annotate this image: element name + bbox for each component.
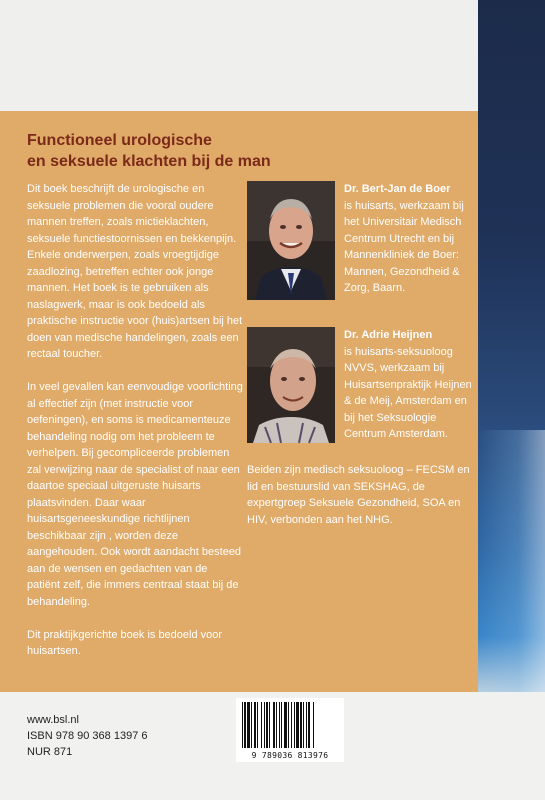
description-column — [27, 181, 243, 676]
description-paragraph-1: Dit boek beschrijft de urologische en seksuele problemen die vooral oudere mannen treffen, zoals mictieklachten, seksuele functiestoornissen en bekkenpijn. Enkele onderwerpen, zoals vroegtijdige zaadlozing, betreffen echter ook jonge mannen. Het boek is te gebruiken als naslagwerk, maar is ook bedoeld als praktische instructie voor (huis)artsen bij het doen van medische handelingen, zoals een rectaal toucher. — [27, 183, 243, 360]
title-line-2: en seksuele klachten bij de man — [27, 153, 271, 170]
author-bio-heijnen — [344, 327, 474, 443]
author-photo-heijnen — [247, 327, 335, 443]
barcode-bars — [236, 698, 344, 750]
description-paragraph-2: In veel gevallen kan eenvoudige voorlichting al effectief zijn (met instructie voor oefeningen), en soms is medicamenteuze behandeling nodig om het probleem te verhelpen. Bij gecompliceerde problemen zal verwijzing naar de specialist of naar een daartoe speciaal uitgeruste huisarts plaatsvinden. Daar waar huisartsgeneeskundige richtlijnen beschikbaar zijn , worden deze aangehouden. Ook wordt aandacht besteed aan de wensen en gedachten van de patiënt zelf, die immers centraal staat bij de behandeling. — [27, 381, 243, 608]
author-bio-de-boer — [344, 181, 474, 297]
title-line-1: Functioneel urologische — [27, 132, 212, 149]
isbn-text: ISBN 978 90 368 1397 6 — [27, 730, 148, 742]
spine-glow — [478, 430, 545, 692]
author-text-heijnen: is huisarts-seksuoloog NVVS, werkzaam bij Huisartsenpraktijk Heijnen & de Meij, Amsterdam en bij het Seksuologie Centrum Amsterdam. — [344, 345, 472, 440]
book-title — [27, 130, 271, 172]
description-paragraph-3: Dit praktijkgerichte boek is bedoeld voor huisartsen. — [27, 628, 223, 657]
author-text-de-boer: is huisarts, werkzaam bij het Universitair Medisch Centrum Utrecht en bij Mannenkliniek de Boer: Mannen, Gezondheid & Zorg, Baarn. — [344, 199, 464, 294]
author-name-de-boer: Dr. Bert-Jan de Boer — [344, 183, 451, 195]
top-band — [0, 0, 478, 111]
barcode — [236, 698, 344, 762]
author-name-heijnen: Dr. Adrie Heijnen — [344, 329, 433, 341]
joint-credentials: Beiden zijn medisch seksuoloog – FECSM en lid en bestuurslid van SEKSHAG, de expertgroep Seksuele Gezondheid, SOA en HIV, verbonden aan het NHG. — [247, 464, 470, 526]
publisher-info — [27, 712, 147, 760]
publisher-website: www.bsl.nl — [27, 714, 79, 726]
author-photo-de-boer — [247, 181, 335, 300]
nur-text: NUR 871 — [27, 746, 73, 758]
barcode-number: 9 789036 813976 — [251, 751, 329, 760]
